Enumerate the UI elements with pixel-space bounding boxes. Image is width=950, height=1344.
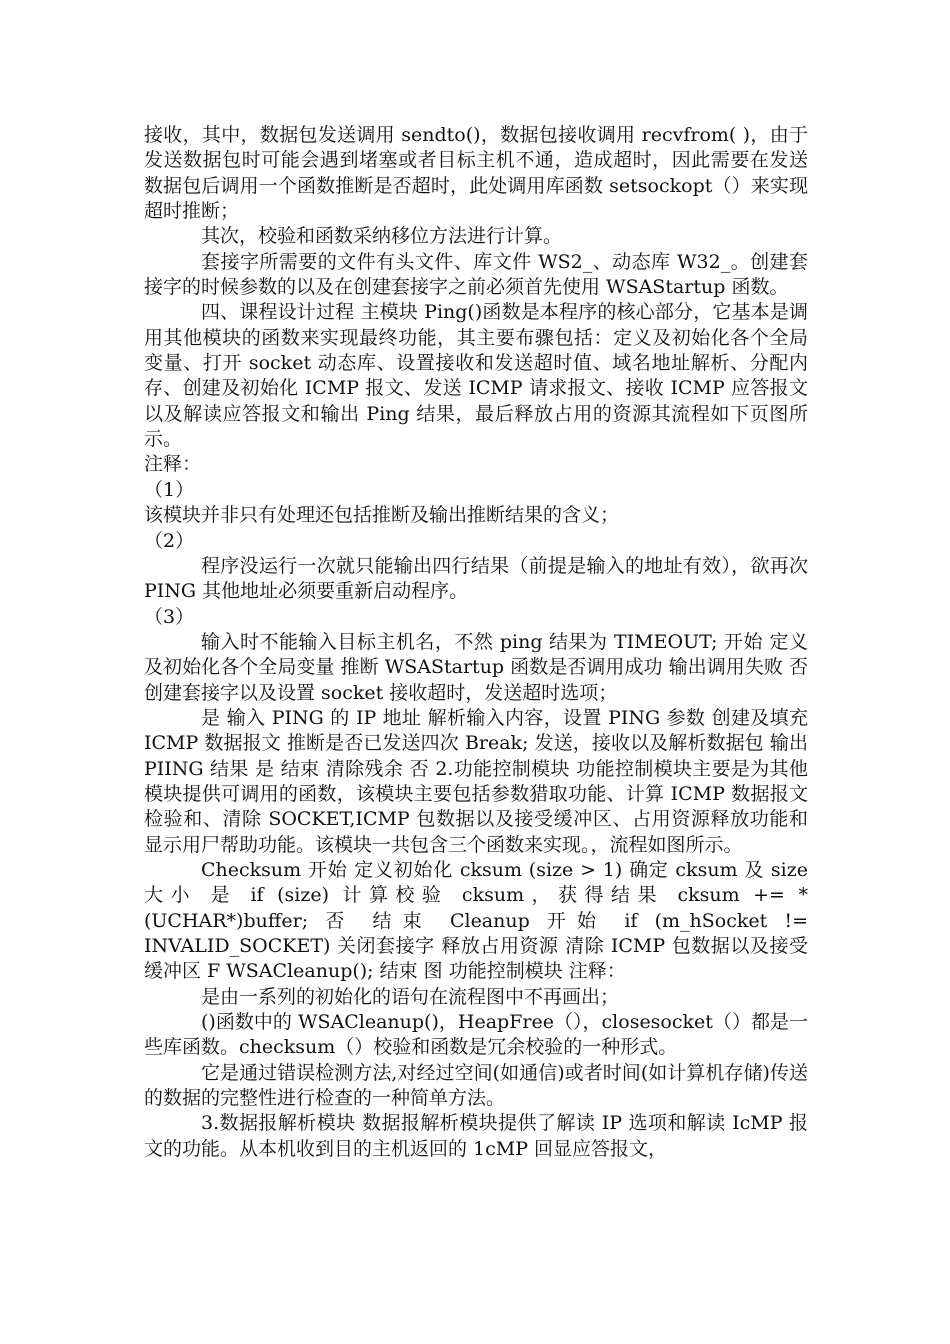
paragraph-packet-parsing-module: 3.数据报解析模块 数据报解析模块提供了解读 IP 选项和解读 IcMP 报文的功能。从本机收到目的主机返回的 1cMP 回显应答报文， (144, 1112, 808, 1160)
paragraph-checksum-method: 其次，校验和函数采纳移位方法进行计算。 (201, 225, 563, 248)
paragraph-design-process: 四、课程设计过程 主模块 Ping()函数是本程序的核心部分，它基本是调用其他模块的函数来实现最终功能，其主要布骤包括：定义及初始化各个全局变量、打开 socket 动态库、设置接收和发送超时值、域名地址解析、分配内存、创建及初始化 ICMP 报文、发送 ICMP 请求报文、接收 ICMP 应答报文以及解读应答报文和输出 Ping 结果，最后释放占用的资源其流程如下页图所示。 (144, 301, 808, 451)
paragraph-init-statements: 是由一系列的初始化的语句在流程图中不再画出； (201, 985, 620, 1008)
document-page (144, 123, 808, 1162)
note-text-1: 该模块并非只有处理还包括推断及输出推断结果的含义； (144, 504, 620, 527)
note-number-2: （2） (144, 529, 195, 552)
paragraph-error-detection: 它是通过错误检测方法,对经过空间(如通信)或者时间(如计算机存储)传送的数据的完整性进行检查的一种简单方法。 (144, 1061, 808, 1110)
paragraph-library-functions: ()函数中的 WSACleanup()，HeapFree（），closesocket（）都是一些库函数。checksum（）校验和函数是冗余校验的一种形式。 (144, 1011, 808, 1059)
paragraph-checksum-flow: Checksum 开始 定义初始化 cksum (size > 1) 确定 cksum 及 size 大小 是 if (size) 计算校验 cksum，获得结果 cksum += *(UCHAR*)buffer; 否 结束 Cleanup 开始 if (m_hSocket != INVALID_SOCKET) 关闭套接字 释放占用资源 清除 ICMP 包数据以及接受缓冲区 F WSACleanup(); 结束 图 功能控制模块 注释： (144, 858, 808, 983)
paragraph-send-receive: 接收，其中，数据包发送调用 sendto()，数据包接收调用 recvfrom( )，由于发送数据包时可能会遇到堵塞或者目标主机不通，造成超时，因此需要在发送数据包后调用一个函数推断是否超时，此处调用库函数 setsockopt（）来实现超时推断； (144, 124, 808, 223)
note-text-3: 输入时不能输入目标主机名，不然 ping 结果为 TIMEOUT; 开始 定义及初始化各个全局变量 推断 WSAStartup 函数是否调用成功 输出调用失败 否 创建套接字以及设置 socket 接收超时，发送超时选项； (144, 630, 808, 704)
paragraph-flow-and-control-module: 是 输入 PING 的 IP 地址 解析输入内容，设置 PING 参数 创建及填充 ICMP 数据报文 推断是否已发送四次 Break; 发送，接收以及解析数据包 输出 PIING 结果 是 结束 清除残余 否 2.功能控制模块 功能控制模块主要是为其他模块提供可调用的函数，该模块主要包括参数猎取功能、计算 ICMP 数据报文检验和、清除 SOCKET,ICMP 包数据以及接受缓冲区、占用资源释放功能和显示用尸帮助功能。该模块一共包含三个函数来实现。，流程如图所示。 (144, 706, 808, 856)
note-text-2: 程序没运行一次就只能输出四行结果（前提是输入的地址有效），欲再次 PING 其他地址必须要重新启动程序。 (144, 554, 808, 603)
paragraph-socket-files: 套接字所需要的文件有头文件、库文件 WS2_、动态库 W32_。创建套接字的时候参数的以及在创建套接字之前必须首先使用 WSAStartup 函数。 (144, 250, 808, 299)
notes-heading: 注释： (144, 453, 202, 476)
note-number-1: （1） (144, 478, 195, 501)
note-number-3: （3） (144, 605, 195, 628)
